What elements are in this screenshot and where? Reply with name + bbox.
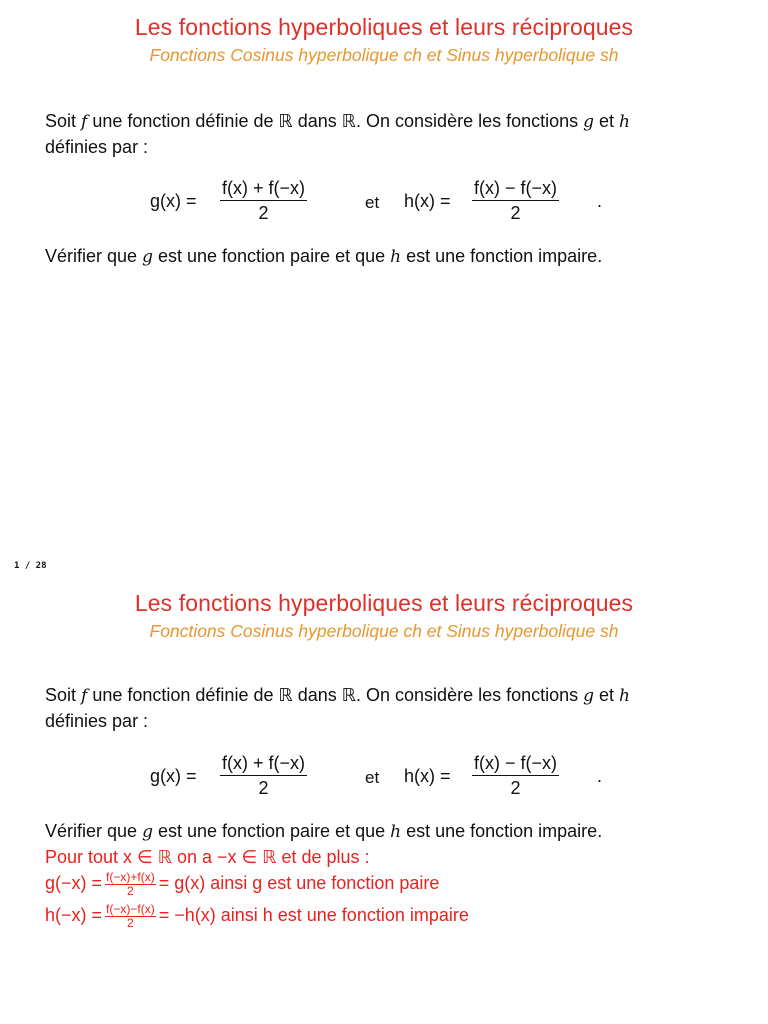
slide-subtitle: Fonctions Cosinus hyperbolique ch et Sinus hyperbolique sh: [149, 45, 619, 65]
verify-line: [45, 243, 602, 270]
answer-g-denominator: 2: [127, 883, 134, 898]
var-g: g: [142, 247, 153, 267]
g-lhs: g(x) =: [150, 766, 197, 786]
verify-line: [45, 818, 602, 845]
h-lhs: h(x) =: [404, 191, 451, 211]
definition-line-1: [45, 682, 630, 709]
var-h: h: [390, 247, 402, 267]
g-denominator: 2: [258, 203, 269, 223]
slide-2: [0, 576, 768, 1024]
et-word: et: [365, 193, 380, 212]
answer-h-fraction: [105, 903, 156, 930]
var-h: h: [619, 686, 630, 706]
g-lhs: g(x) =: [150, 191, 197, 211]
g-numerator: f(x) + f(−x): [220, 176, 307, 201]
page-number: 1 / 28: [14, 561, 47, 571]
text: et: [594, 685, 620, 705]
h-numerator: f(x) − f(−x): [472, 176, 559, 201]
var-h: h: [619, 112, 630, 132]
definition-line-2: définies par :: [45, 137, 149, 157]
text: une fonction définie de ℝ dans ℝ. On considère les fonctions: [87, 685, 584, 705]
g-numerator: f(x) + f(−x): [220, 751, 307, 776]
h-fraction: [472, 751, 559, 800]
formula-period: .: [597, 191, 603, 211]
text: Vérifier que: [45, 246, 143, 266]
text: et: [594, 111, 620, 131]
h-denominator: 2: [510, 203, 521, 223]
var-g: g: [583, 686, 595, 706]
answer-g-rhs: = g(x) ainsi g est une fonction paire: [158, 873, 440, 893]
answer-h-numerator: f(−x)−f(x): [106, 901, 155, 916]
text: une fonction définie de ℝ dans ℝ. On considère les fonctions: [87, 111, 584, 131]
text: est une fonction paire et que: [152, 246, 391, 266]
h-lhs: h(x) =: [404, 766, 451, 786]
definition-line-1: [45, 108, 630, 135]
answer-g-numerator: f(−x)+f(x): [106, 869, 155, 884]
slide-title: Les fonctions hyperboliques et leurs réciproques: [134, 14, 634, 40]
g-fraction: [220, 751, 307, 800]
h-denominator: 2: [510, 778, 521, 798]
var-f: f: [81, 112, 88, 132]
text: est une fonction paire et que: [152, 821, 391, 841]
var-g: g: [142, 822, 153, 842]
formula-period: .: [597, 766, 603, 786]
et-word: et: [365, 768, 380, 787]
var-g: g: [583, 112, 595, 132]
slide-title: Les fonctions hyperboliques et leurs réciproques: [134, 590, 634, 616]
answer-line-2: [45, 870, 439, 898]
answer-g-lhs: g(−x) =: [45, 873, 103, 893]
var-h: h: [390, 822, 402, 842]
text: Soit: [45, 111, 82, 131]
slide-subtitle: Fonctions Cosinus hyperbolique ch et Sinus hyperbolique sh: [149, 621, 619, 641]
h-numerator: f(x) − f(−x): [472, 751, 559, 776]
answer-h-rhs: = −h(x) ainsi h est une fonction impaire: [158, 905, 469, 925]
text: Soit: [45, 685, 82, 705]
answer-h-denominator: 2: [127, 915, 134, 930]
text: est une fonction impaire.: [401, 246, 603, 266]
text: est une fonction impaire.: [401, 821, 603, 841]
g-denominator: 2: [258, 778, 269, 798]
text: Vérifier que: [45, 821, 143, 841]
definition-line-2: définies par :: [45, 711, 149, 731]
var-f: f: [81, 686, 88, 706]
h-fraction: [472, 176, 559, 225]
answer-line-3: [45, 902, 469, 930]
g-fraction: [220, 176, 307, 225]
answer-line-1: Pour tout x ∈ ℝ on a −x ∈ ℝ et de plus :: [45, 847, 370, 867]
answer-g-fraction: [105, 871, 156, 898]
answer-h-lhs: h(−x) =: [45, 905, 103, 925]
